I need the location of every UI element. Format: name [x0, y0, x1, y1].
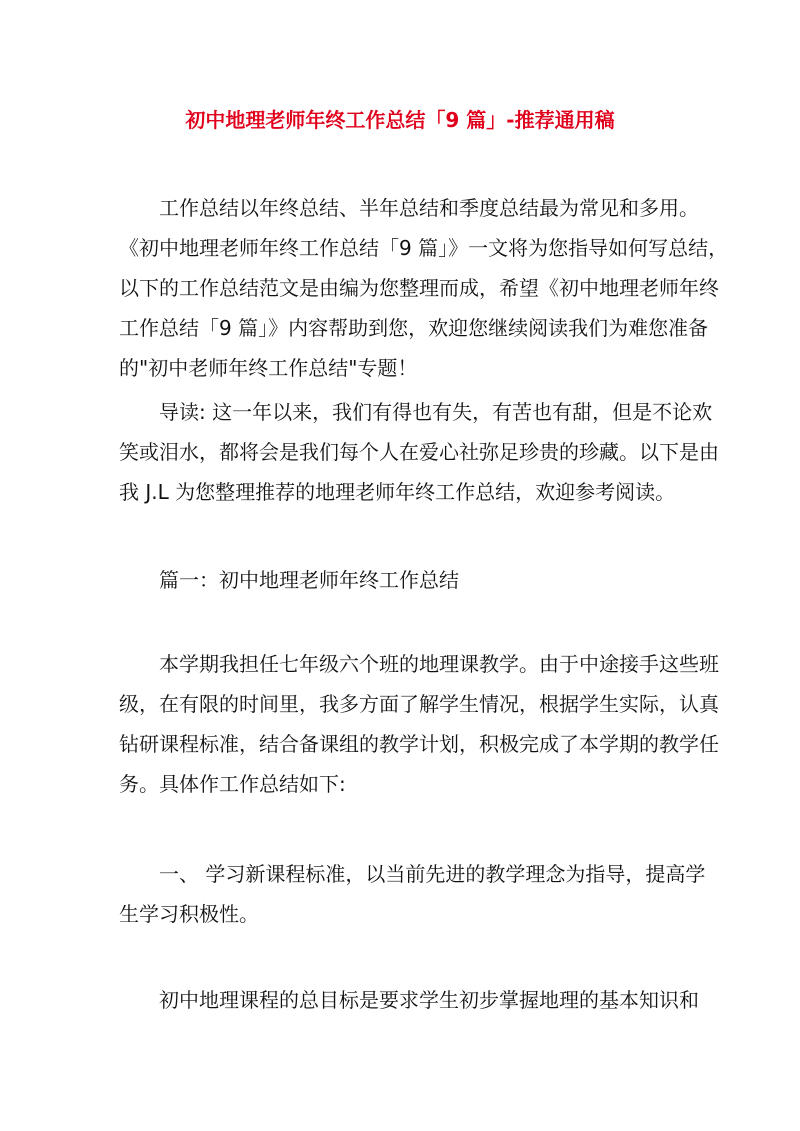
- intro-line: 的"初中老师年终工作总结"专题！: [119, 356, 418, 380]
- last-line: 初中地理课程的总目标是要求学生初步掌握地理的基本知识和: [159, 988, 699, 1012]
- point-one-line: 一、 学习新课程标准，以当前先进的教学理念为指导，提高学: [159, 862, 706, 886]
- body-line: 本学期我担任七年级六个班的地理课教学。由于中途接手这些班: [159, 652, 719, 676]
- guide-line: 导读: 这一年以来，我们有得也有失，有苦也有甜，但是不论欢: [159, 400, 713, 424]
- body-paragraph: [119, 644, 719, 804]
- intro-paragraph: [119, 188, 729, 388]
- guide-paragraph: [119, 392, 719, 512]
- body-line: 钻研课程标准，结合备课组的教学计划，积极完成了本学期的教学任: [119, 732, 719, 756]
- point-one-paragraph: [119, 854, 706, 934]
- last-paragraph: [119, 980, 699, 1020]
- body-line: 务。具体作工作总结如下:: [119, 772, 346, 796]
- intro-line: 工作总结以年终总结、半年总结和季度总结最为常见和多用。: [159, 196, 699, 220]
- section-one-heading-block: [119, 560, 691, 600]
- intro-line: 以下的工作总结范文是由编为您整理而成，希望《初中地理老师年终: [119, 276, 719, 300]
- guide-line: 我 J.L 为您整理推荐的地理老师年终工作总结，欢迎参考阅读。: [119, 480, 676, 504]
- body-line: 级，在有限的时间里，我多方面了解学生情况，根据学生实际，认真: [119, 692, 719, 716]
- intro-line: 工作总结「9 篇」》内容帮助到您，欢迎您继续阅读我们为难您准备: [119, 316, 709, 340]
- intro-line: 《初中地理老师年终工作总结「9 篇」》一文将为您指导如何写总结，: [119, 236, 729, 260]
- guide-line: 笑或泪水，都将会是我们每个人在爱心社弥足珍贵的珍藏。以下是由: [119, 440, 719, 464]
- section-one-heading: 篇一：初中地理老师年终工作总结: [159, 568, 459, 592]
- point-one-line: 生学习积极性。: [119, 902, 259, 926]
- document-title: 初中地理老师年终工作总结「9 篇」-推荐通用稿: [185, 108, 615, 132]
